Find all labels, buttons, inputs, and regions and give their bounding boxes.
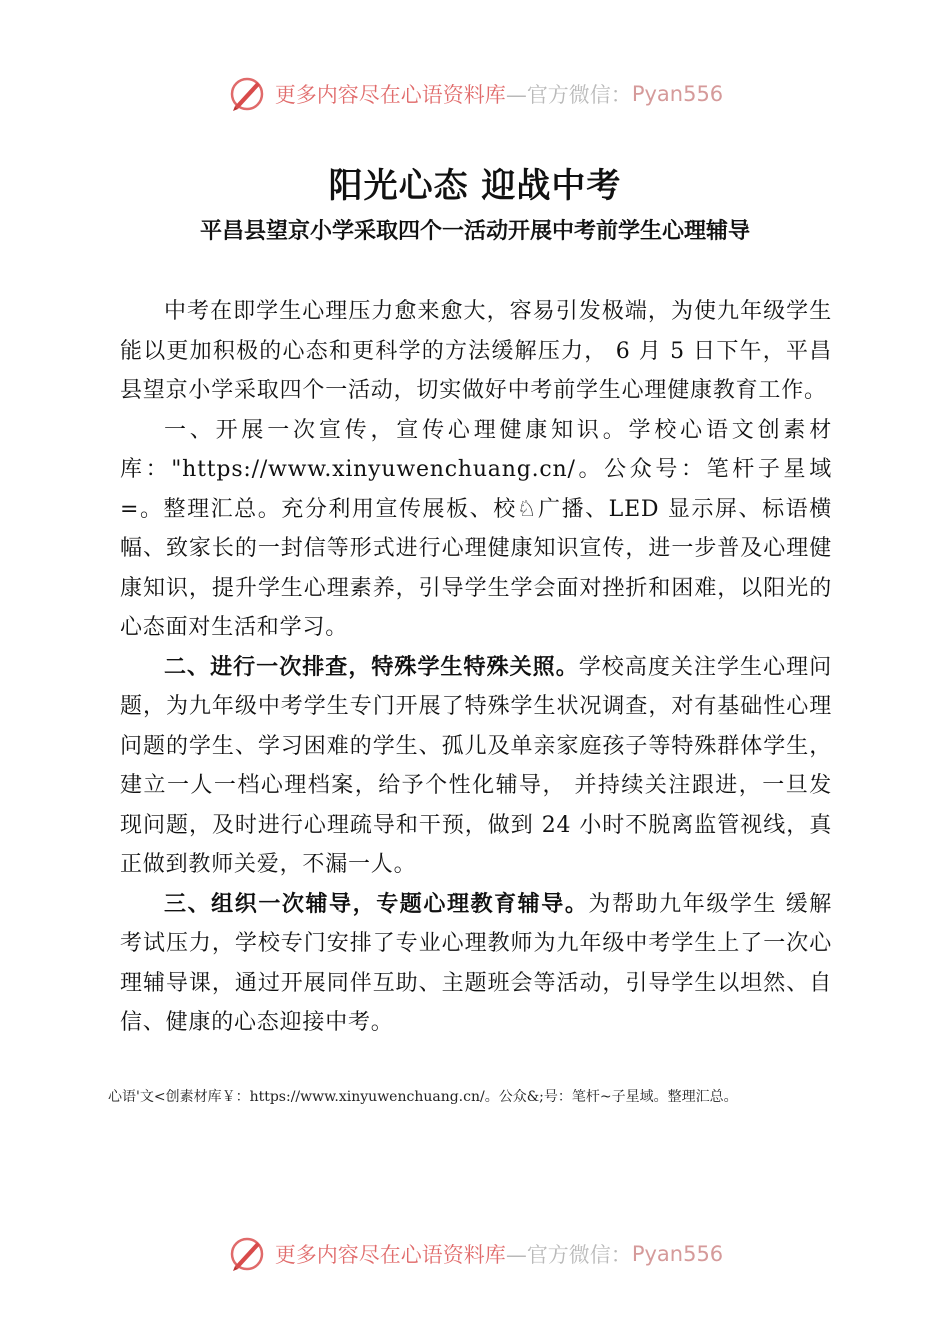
watermark-wechat-label: —官方微信： [505, 1243, 632, 1267]
article-body [120, 292, 832, 1043]
paragraph-2-text: 学校高度关注学生心理问题，为九年级中考学生专门开展了特殊学生状况调查，对有基础性心理问题的学生、学习困难的学生、孤儿及单亲家庭孩子等特殊群体学生，建立一人一档心理档案，给予个性化辅导， 并持续关注跟进，一旦发现问题，及时进行心理疏导和干预，做到 24 小时不脱离监管视线，真正做到教师关爱，不漏一人。 [120, 654, 832, 877]
watermark-wechat-id: Pyan556 [631, 1242, 724, 1266]
article-title: 阳光心态 迎战中考 [328, 166, 622, 206]
paragraph-3-text: 为帮助九年级学生 缓解考试压力，学校专门安排了专业心理教师为九年级中考学生上了一次心理辅导课，通过开展同伴互助、主题班会等活动，引导学生以坦然、自信、健康的心态迎接中考。 [120, 891, 833, 1035]
watermark-banner-top [0, 74, 950, 114]
watermark-main-text: 更多内容尽在心语资料库 [274, 83, 506, 107]
pen-logo-icon [227, 1234, 267, 1274]
watermark-wechat-id: Pyan556 [631, 82, 724, 106]
paragraph-3 [120, 885, 832, 1043]
watermark-main-text: 更多内容尽在心语资料库 [274, 1243, 506, 1267]
watermark-banner-bottom [0, 1234, 950, 1274]
paragraph-intro: 中考在即学生心理压力愈来愈大，容易引发极端，为使九年级学生能以更加积极的心态和更科学的方法缓解压力， 6 月 5 日下午，平昌县望京小学采取四个一活动，切实做好中考前学生心理健康教育工作。 [120, 299, 832, 403]
footnote: 心语'文<创素材库￥：https://www.xinyuwenchuang.cn/。公众&;号：笔杆~子星域。整理汇总。 [108, 1089, 738, 1105]
article-subtitle: 平昌县望京小学采取四个一活动开展中考前学生心理辅导 [199, 219, 750, 244]
paragraph-1: 一、开展一次宣传，宣传心理健康知识。学校心语文创素材库："https://www.xinyuwenchuang.cn/。公众号：笔杆子星域=。整理汇总。充分利用宣传展板、校♘广播、LED 显示屏、标语横幅、致家长的一封信等形式进行心理健康知识宣传，进一步普及心理健康知识，提升学生心理素养，引导学生学会面对挫折和困难，以阳光的心态面对生活和学习。 [120, 417, 832, 640]
paragraph-2 [120, 648, 832, 885]
pen-logo-icon [227, 74, 267, 114]
paragraph-3-heading: 三、组织一次辅导，专题心理教育辅导。 [164, 891, 589, 917]
watermark-wechat-label: —官方微信： [505, 83, 632, 107]
paragraph-2-heading: 二、进行一次排查，特殊学生特殊关照。 [164, 654, 579, 680]
